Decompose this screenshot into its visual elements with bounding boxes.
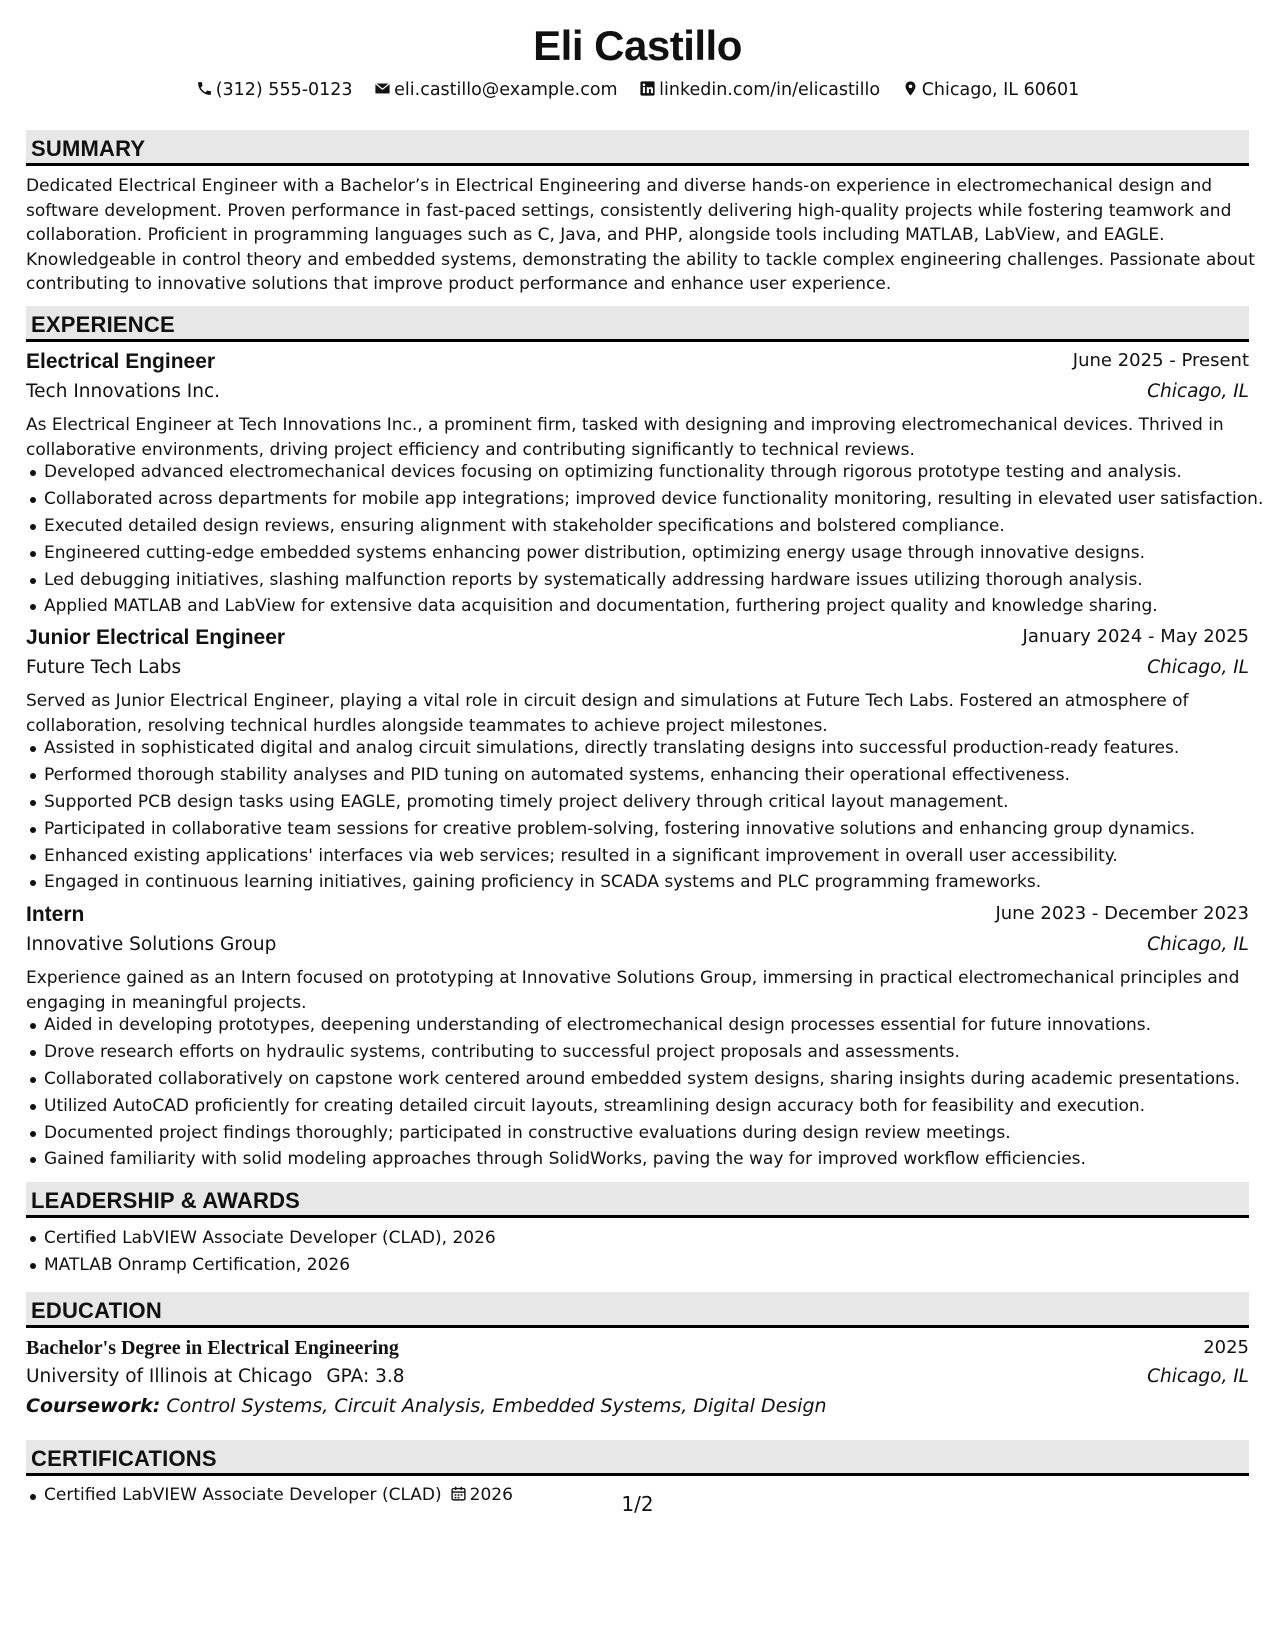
section-heading: EDUCATION (31, 1298, 162, 1323)
bullet-item: Gained familiarity with solid modeling approaches through SolidWorks, paving the way for improved workflow efficiencies. (26, 1146, 1266, 1173)
section-certifications-header (26, 1440, 1249, 1476)
bullet-item: Engineered cutting-edge embedded systems enhancing power distribution, optimizing energy usage through innovative designs. (26, 540, 1266, 567)
bullet-item: Led debugging initiatives, slashing malfunction reports by systematically addressing hardware issues utilizing thorough analysis. (26, 567, 1266, 594)
job-title: Junior Electrical Engineer (26, 626, 286, 649)
linkedin-text[interactable]: linkedin.com/in/elicastillo (659, 80, 881, 100)
section-experience-header (26, 306, 1249, 342)
job-bullets (26, 459, 1266, 620)
leadership-list (26, 1225, 1266, 1279)
job-company-row (26, 934, 1249, 964)
education-header (26, 1337, 1249, 1367)
phone-text: (312) 555-0123 (215, 80, 353, 100)
job-bullets (26, 735, 1266, 896)
bullet-item: Utilized AutoCAD proficiently for creating detailed circuit layouts, streamlining design accuracy both for feasibility and execution. (26, 1093, 1266, 1120)
bullet-item: Supported PCB design tasks using EAGLE, promoting timely project delivery through critical layout management. (26, 789, 1266, 816)
bullet-item: Aided in developing prototypes, deepening understanding of electromechanical design processes essential for future innovations. (26, 1012, 1266, 1039)
contact-phone (196, 80, 353, 100)
bullet-item: Participated in collaborative team sessions for creative problem-solving, fostering innovative solutions and enhancing group dynamics. (26, 816, 1266, 843)
envelope-icon (374, 80, 391, 97)
bullet-item: Executed detailed design reviews, ensuring alignment with stakeholder specifications and bolstered compliance. (26, 513, 1266, 540)
job-title: Intern (26, 903, 85, 926)
job-dates: January 2024 - May 2025 (1022, 626, 1249, 647)
job-company-row (26, 381, 1249, 411)
section-heading: EXPERIENCE (31, 312, 175, 337)
graduation-year: 2025 (1203, 1337, 1249, 1358)
bullet-item: Developed advanced electromechanical devices focusing on optimizing functionality through rigorous prototype testing and analysis. (26, 459, 1266, 486)
linkedin-icon (639, 80, 656, 97)
section-leadership-header (26, 1182, 1249, 1218)
contact-email[interactable] (374, 80, 617, 100)
job-header (26, 626, 1249, 656)
school-location: Chicago, IL (1147, 1366, 1249, 1387)
job-company: Future Tech Labs (26, 657, 182, 678)
bullet-item: Enhanced existing applications' interfaces via web services; resulted in a significant improvement in overall user accessibility. (26, 843, 1266, 870)
bullet-item: Collaborated collaboratively on capstone work centered around embedded system designs, sharing insights during academic presentations. (26, 1066, 1266, 1093)
location-text: Chicago, IL 60601 (921, 80, 1080, 100)
job-company: Innovative Solutions Group (26, 934, 277, 955)
contact-linkedin[interactable] (639, 80, 880, 100)
bullet-item: Drove research efforts on hydraulic systems, contributing to successful project proposals and assessments. (26, 1039, 1266, 1066)
coursework-list: Control Systems, Circuit Analysis, Embedded Systems, Digital Design (166, 1395, 827, 1417)
section-education-header (26, 1292, 1249, 1328)
bullet-item: Engaged in continuous learning initiatives, gaining proficiency in SCADA systems and PLC programming frameworks. (26, 869, 1266, 896)
job-company: Tech Innovations Inc. (26, 381, 221, 402)
job-location: Chicago, IL (1147, 381, 1249, 402)
job-location: Chicago, IL (1147, 934, 1249, 955)
degree-title: Bachelor's Degree in Electrical Engineering (26, 1337, 399, 1359)
job-dates: June 2025 - Present (1072, 350, 1249, 371)
job-description: Served as Junior Electrical Engineer, playing a vital role in circuit design and simulations at Future Tech Labs. Fostered an atmosphere of collaboration, resolving technical hurdles alongside teammates to achieve project milestones. (26, 691, 1189, 736)
job-location: Chicago, IL (1147, 657, 1249, 678)
certification-year: 2026 (469, 1485, 513, 1505)
section-heading: LEADERSHIP & AWARDS (31, 1188, 301, 1213)
job-company-row (26, 657, 1249, 687)
section-heading: CERTIFICATIONS (31, 1446, 217, 1471)
job-dates: June 2023 - December 2023 (995, 903, 1249, 924)
section-summary-header (26, 130, 1249, 166)
contact-line (0, 80, 1275, 100)
bullet-item: Applied MATLAB and LabView for extensive data acquisition and documentation, furthering project quality and knowledge sharing. (26, 593, 1266, 620)
coursework-line (26, 1395, 827, 1417)
job-description: As Electrical Engineer at Tech Innovations Inc., a prominent firm, tasked with designing and improving electromechanical devices. Thrived in collaborative environments, driving project efficiency and contributing significantly to technical reviews. (26, 415, 1224, 460)
bullet-item: Documented project findings thoroughly; participated in constructive evaluations during design review meetings. (26, 1120, 1266, 1147)
gpa: GPA: 3.8 (326, 1366, 405, 1387)
school-line (26, 1366, 405, 1387)
job-header (26, 350, 1249, 380)
phone-icon (196, 80, 213, 97)
job-title: Electrical Engineer (26, 350, 216, 373)
coursework-label: Coursework: (26, 1395, 161, 1417)
certification-name: Certified LabVIEW Associate Developer (CLAD) (44, 1485, 442, 1505)
contact-location (902, 80, 1080, 100)
job-bullets (26, 1012, 1266, 1173)
job-header (26, 903, 1249, 933)
section-heading: SUMMARY (31, 136, 146, 161)
bullet-item: Performed thorough stability analyses and PID tuning on automated systems, enhancing their operational effectiveness. (26, 762, 1266, 789)
map-pin-icon (902, 80, 919, 97)
award-item: Certified LabVIEW Associate Developer (CLAD), 2026 (26, 1225, 1266, 1252)
page-number: 1/2 (621, 1492, 654, 1516)
candidate-name: Eli Castillo (533, 22, 742, 69)
summary-text: Dedicated Electrical Engineer with a Bachelor’s in Electrical Engineering and diverse hands-on experience in electromechanical design and software development. Proven performance in fast-paced settings, consistently delivering high-quality projects while fostering teamwork and collaboration. Proficient in programming languages such as C, Java, and PHP, alongside tools including MATLAB, LabView, and EAGLE. Knowledgeable in control theory and embedded systems, demonstrating the ability to tackle complex engineering challenges. Passionate about contributing to innovative solutions that improve product performance and enhance user experience. (26, 176, 1255, 295)
bullet-item: Assisted in sophisticated digital and analog circuit simulations, directly translating designs into successful production-ready features. (26, 735, 1266, 762)
job-description: Experience gained as an Intern focused on prototyping at Innovative Solutions Group, immersing in practical electromechanical principles and engaging in meaningful projects. (26, 968, 1240, 1013)
email-text[interactable]: eli.castillo@example.com (394, 80, 618, 100)
bullet-item: Collaborated across departments for mobile app integrations; improved device functionality monitoring, resulting in elevated user satisfaction. (26, 486, 1266, 513)
award-item: MATLAB Onramp Certification, 2026 (26, 1252, 1266, 1279)
education-school-row (26, 1366, 1249, 1396)
school-name: University of Illinois at Chicago (26, 1366, 313, 1387)
